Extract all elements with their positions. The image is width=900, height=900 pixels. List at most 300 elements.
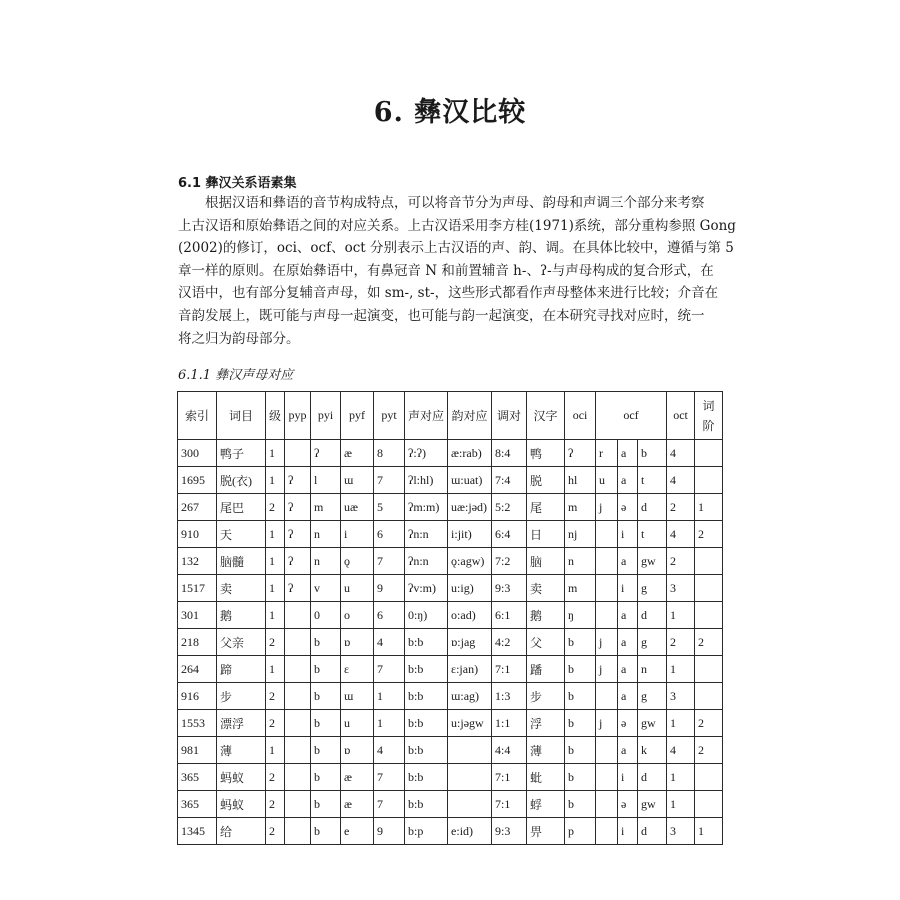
- table-cell: 2: [266, 818, 285, 845]
- table-cell: i: [618, 521, 638, 548]
- table-cell: [695, 575, 723, 602]
- table-cell: uæ: [341, 494, 374, 521]
- table-cell: [285, 656, 311, 683]
- table-cell: u: [341, 575, 374, 602]
- table-cell: 1: [667, 764, 695, 791]
- table-cell: b:b: [405, 764, 448, 791]
- subsection-heading: 6.1.1 彝汉声母对应: [178, 368, 294, 383]
- table-cell: ʔ: [285, 521, 311, 548]
- table-cell: 父亲: [217, 629, 266, 656]
- table-cell: b: [638, 440, 667, 467]
- table-row: [178, 440, 723, 467]
- table-cell: [695, 656, 723, 683]
- table-cell: 7:1: [492, 791, 527, 818]
- header-tone-corr: 调对: [492, 392, 527, 440]
- table-cell: b: [311, 656, 341, 683]
- header-oci: oci: [565, 392, 596, 440]
- table-cell: 264: [178, 656, 217, 683]
- table-cell: 4: [667, 521, 695, 548]
- table-row: [178, 494, 723, 521]
- table-cell: j: [596, 629, 618, 656]
- paragraph-line: 汉语中，也有部分复辅音声母，如 sm-, st-，这些形式都看作声母整体来进行比较；介音在: [178, 285, 719, 302]
- paragraph-line: 章一样的原则。在原始彝语中，有鼻冠音 N 和前置辅音 h-、ʔ-与声母构成的复合形式，在: [178, 262, 714, 279]
- table-cell: b: [565, 737, 596, 764]
- table-cell: u: [341, 710, 374, 737]
- table-cell: 9: [374, 575, 405, 602]
- table-row: [178, 656, 723, 683]
- table-cell: [596, 548, 618, 575]
- table-cell: 4:4: [492, 737, 527, 764]
- table-cell: ɯ:ag): [448, 683, 492, 710]
- table-cell: ʔ:ʔ): [405, 440, 448, 467]
- header-pyp: pyp: [285, 392, 311, 440]
- table-cell: 9:3: [492, 818, 527, 845]
- table-cell: [695, 683, 723, 710]
- table-cell: [695, 440, 723, 467]
- table-cell: j: [596, 656, 618, 683]
- table-cell: hl: [565, 467, 596, 494]
- table-cell: e:id): [448, 818, 492, 845]
- correspondence-table: [177, 391, 723, 845]
- table-cell: 1: [266, 467, 285, 494]
- table-cell: 132: [178, 548, 217, 575]
- table-cell: 1: [374, 710, 405, 737]
- table-cell: æ: [341, 791, 374, 818]
- table-cell: 1345: [178, 818, 217, 845]
- table-cell: b: [565, 764, 596, 791]
- table-cell: nj: [565, 521, 596, 548]
- table-cell: 981: [178, 737, 217, 764]
- table-cell: 6:4: [492, 521, 527, 548]
- table-cell: u:jəgw: [448, 710, 492, 737]
- table-cell: 卖: [217, 575, 266, 602]
- table-cell: 步: [527, 683, 565, 710]
- table-cell: a: [618, 656, 638, 683]
- table-cell: 365: [178, 764, 217, 791]
- header-pyt: pyt: [374, 392, 405, 440]
- table-cell: ʔn:n: [405, 521, 448, 548]
- table-cell: 1: [266, 737, 285, 764]
- table-cell: [596, 521, 618, 548]
- table-cell: 7: [374, 467, 405, 494]
- table-cell: 2: [266, 710, 285, 737]
- table-cell: ʔ: [285, 575, 311, 602]
- table-cell: 9:3: [492, 575, 527, 602]
- table-cell: ʔ: [311, 440, 341, 467]
- table-cell: 2: [695, 629, 723, 656]
- table-cell: 7: [374, 656, 405, 683]
- table-cell: l: [311, 467, 341, 494]
- table-cell: b: [311, 683, 341, 710]
- table-cell: 6: [374, 521, 405, 548]
- table-cell: [285, 440, 311, 467]
- table-cell: a: [618, 683, 638, 710]
- table-cell: 薄: [217, 737, 266, 764]
- table-cell: 蚂蚁: [217, 764, 266, 791]
- table-cell: gw: [638, 548, 667, 575]
- header-initial-corr: 声对应: [405, 392, 448, 440]
- table-cell: b:b: [405, 683, 448, 710]
- table-cell: [596, 575, 618, 602]
- table-cell: ɒ: [341, 629, 374, 656]
- table-cell: 7: [374, 791, 405, 818]
- table-cell: æ:rab): [448, 440, 492, 467]
- table-cell: a: [618, 602, 638, 629]
- table-row: [178, 791, 723, 818]
- table-cell: 8: [374, 440, 405, 467]
- table-cell: æ: [341, 764, 374, 791]
- table-cell: ɒ:jag: [448, 629, 492, 656]
- table-cell: ə: [618, 494, 638, 521]
- table-cell: u:ig): [448, 575, 492, 602]
- table-cell: m: [565, 494, 596, 521]
- table-row: [178, 629, 723, 656]
- table-row: [178, 764, 723, 791]
- table-cell: i:jit): [448, 521, 492, 548]
- header-pyf: pyf: [341, 392, 374, 440]
- table-cell: 尾巴: [217, 494, 266, 521]
- table-cell: b:p: [405, 818, 448, 845]
- header-level: 级: [266, 392, 285, 440]
- table-cell: uæ:jəd): [448, 494, 492, 521]
- table-cell: 4: [667, 737, 695, 764]
- table-cell: 薄: [527, 737, 565, 764]
- table-row: [178, 737, 723, 764]
- paragraph-line: 根据汉语和彝语的音节构成特点，可以将音节分为声母、韵母和声调三个部分来考察: [205, 195, 705, 211]
- table-cell: 9: [374, 818, 405, 845]
- table-cell: [285, 629, 311, 656]
- table-row: [178, 710, 723, 737]
- paragraph-line: (2002)的修订，oci、ocf、oct 分别表示上古汉语的声、韵、调。在具体比较中，遵循与第 5: [178, 240, 734, 257]
- table-cell: 2: [266, 629, 285, 656]
- table-cell: 脑髓: [217, 548, 266, 575]
- table-cell: 畀: [527, 818, 565, 845]
- table-cell: 天: [217, 521, 266, 548]
- table-cell: [695, 467, 723, 494]
- table-cell: [285, 683, 311, 710]
- table-cell: 2: [695, 737, 723, 764]
- table-cell: 漂浮: [217, 710, 266, 737]
- table-cell: 鸭子: [217, 440, 266, 467]
- header-pyi: pyi: [311, 392, 341, 440]
- table-cell: 7: [374, 548, 405, 575]
- table-cell: 蚂蚁: [217, 791, 266, 818]
- table-cell: b: [311, 629, 341, 656]
- table-cell: 5:2: [492, 494, 527, 521]
- table-cell: 2: [667, 494, 695, 521]
- table-cell: 300: [178, 440, 217, 467]
- table-row: [178, 521, 723, 548]
- table-cell: o:ad): [448, 602, 492, 629]
- table-cell: [695, 548, 723, 575]
- table-cell: 4: [667, 467, 695, 494]
- table-cell: [695, 764, 723, 791]
- table-cell: ʔ: [285, 548, 311, 575]
- table-cell: 365: [178, 791, 217, 818]
- table-cell: d: [638, 494, 667, 521]
- table-cell: ə: [618, 710, 638, 737]
- table-cell: 3: [667, 818, 695, 845]
- header-final-corr: 韵对应: [448, 392, 492, 440]
- table-cell: [596, 683, 618, 710]
- table-cell: b:b: [405, 791, 448, 818]
- table-cell: 6: [374, 602, 405, 629]
- table-cell: 1:3: [492, 683, 527, 710]
- table-cell: 2: [266, 683, 285, 710]
- table-cell: [285, 710, 311, 737]
- table-cell: 2: [667, 548, 695, 575]
- table-cell: [285, 737, 311, 764]
- table-cell: 尾: [527, 494, 565, 521]
- body-paragraph: [178, 192, 736, 350]
- table-cell: a: [618, 737, 638, 764]
- section-heading: 6.1 彝汉关系语素集: [178, 176, 297, 191]
- table-cell: 蚍: [527, 764, 565, 791]
- table-cell: 4: [374, 629, 405, 656]
- table-cell: d: [638, 764, 667, 791]
- table-cell: i: [618, 818, 638, 845]
- table-cell: 1553: [178, 710, 217, 737]
- table-cell: [596, 791, 618, 818]
- table-cell: r: [596, 440, 618, 467]
- table-cell: 4: [667, 440, 695, 467]
- table-cell: 1517: [178, 575, 217, 602]
- table-cell: 7:4: [492, 467, 527, 494]
- table-cell: 4: [374, 737, 405, 764]
- table-cell: u: [596, 467, 618, 494]
- table-cell: 1: [266, 548, 285, 575]
- table-cell: [448, 737, 492, 764]
- table-cell: gw: [638, 791, 667, 818]
- header-word-rank: [695, 392, 723, 440]
- table-cell: 2: [266, 764, 285, 791]
- table-cell: b: [311, 818, 341, 845]
- table-cell: 1: [266, 575, 285, 602]
- table-cell: 2: [266, 494, 285, 521]
- table-cell: ɯ: [341, 683, 374, 710]
- table-cell: 1: [266, 602, 285, 629]
- table-row: [178, 575, 723, 602]
- table-cell: ɛ:jan): [448, 656, 492, 683]
- table-cell: 1: [266, 656, 285, 683]
- table-cell: b: [565, 683, 596, 710]
- table-cell: d: [638, 602, 667, 629]
- table-cell: n: [565, 548, 596, 575]
- table-cell: 2: [695, 521, 723, 548]
- table-cell: 6:1: [492, 602, 527, 629]
- table-cell: ǫ: [341, 548, 374, 575]
- table-cell: a: [618, 629, 638, 656]
- table-cell: g: [638, 575, 667, 602]
- table-cell: [448, 764, 492, 791]
- table-cell: [695, 602, 723, 629]
- table-cell: 5: [374, 494, 405, 521]
- table-row: [178, 818, 723, 845]
- table-cell: [448, 791, 492, 818]
- table-cell: a: [618, 467, 638, 494]
- header-word-rank-top: 词: [702, 398, 715, 413]
- table-cell: a: [618, 548, 638, 575]
- table-cell: a: [618, 440, 638, 467]
- table-cell: ɒ: [341, 737, 374, 764]
- table-cell: b:b: [405, 737, 448, 764]
- table-cell: 1: [667, 791, 695, 818]
- table-cell: 脱: [527, 467, 565, 494]
- table-cell: 7:1: [492, 656, 527, 683]
- table-cell: g: [638, 683, 667, 710]
- table-cell: 父: [527, 629, 565, 656]
- table-cell: b: [565, 656, 596, 683]
- table-cell: ʔn:n: [405, 548, 448, 575]
- table-cell: i: [618, 764, 638, 791]
- table-cell: 鸭: [527, 440, 565, 467]
- table-cell: t: [638, 521, 667, 548]
- table-row: [178, 467, 723, 494]
- table-cell: ʔ: [285, 467, 311, 494]
- table-cell: ɛ: [341, 656, 374, 683]
- table-row: [178, 683, 723, 710]
- table-cell: n: [638, 656, 667, 683]
- table-row: [178, 548, 723, 575]
- table-cell: n: [311, 548, 341, 575]
- table-cell: 卖: [527, 575, 565, 602]
- table-cell: b:b: [405, 656, 448, 683]
- table-cell: 7: [374, 764, 405, 791]
- table-cell: 7:1: [492, 764, 527, 791]
- header-word-rank-bottom: 阶: [702, 418, 715, 433]
- table-cell: p: [565, 818, 596, 845]
- table-cell: [596, 764, 618, 791]
- table-cell: 脑: [527, 548, 565, 575]
- table-cell: b: [311, 737, 341, 764]
- paragraph-line: 音韵发展上，既可能与声母一起演变，也可能与韵一起演变，在本研究寻找对应时，统一: [178, 307, 705, 324]
- table-cell: 910: [178, 521, 217, 548]
- table-row: [178, 602, 723, 629]
- table-cell: b: [565, 791, 596, 818]
- header-index: 索引: [178, 392, 217, 440]
- table-cell: 鹅: [527, 602, 565, 629]
- table-cell: ɯ:uat): [448, 467, 492, 494]
- table-cell: 蜉: [527, 791, 565, 818]
- table-cell: [596, 602, 618, 629]
- table-cell: 1: [266, 521, 285, 548]
- table-cell: 蹄: [217, 656, 266, 683]
- table-cell: 1:1: [492, 710, 527, 737]
- table-cell: b: [311, 764, 341, 791]
- table-cell: 1: [695, 494, 723, 521]
- table-cell: 3: [667, 575, 695, 602]
- table-cell: ǫ:agw): [448, 548, 492, 575]
- table-cell: 4:2: [492, 629, 527, 656]
- paragraph-line: 上古汉语和原始彝语之间的对应关系。上古汉语采用李方桂(1971)系统，部分重构参照 Gong: [178, 217, 736, 234]
- table-cell: 301: [178, 602, 217, 629]
- table-cell: [285, 602, 311, 629]
- table-cell: 鹅: [217, 602, 266, 629]
- table-cell: i: [618, 575, 638, 602]
- table-cell: ə: [618, 791, 638, 818]
- paragraph-line: 将之归为韵母部分。: [178, 330, 300, 347]
- table-cell: m: [565, 575, 596, 602]
- table-cell: 1: [667, 602, 695, 629]
- table-header-row: [178, 392, 723, 440]
- table-cell: 0: [311, 602, 341, 629]
- table-cell: [695, 791, 723, 818]
- table-cell: m: [311, 494, 341, 521]
- table-cell: 日: [527, 521, 565, 548]
- table-cell: 1: [695, 818, 723, 845]
- table-cell: [596, 737, 618, 764]
- table-cell: i: [341, 521, 374, 548]
- table-cell: 218: [178, 629, 217, 656]
- table-cell: 2: [667, 629, 695, 656]
- table-cell: ɯ: [341, 467, 374, 494]
- table-cell: o: [341, 602, 374, 629]
- table-cell: d: [638, 818, 667, 845]
- table-cell: e: [341, 818, 374, 845]
- table-cell: j: [596, 494, 618, 521]
- table-body: [178, 440, 723, 845]
- table-cell: ʔl:hl): [405, 467, 448, 494]
- table-cell: [596, 818, 618, 845]
- table-cell: 1: [667, 710, 695, 737]
- table-cell: 1: [374, 683, 405, 710]
- table-cell: 8:4: [492, 440, 527, 467]
- table-cell: b: [565, 710, 596, 737]
- table-cell: 2: [266, 791, 285, 818]
- table-cell: ʔ: [565, 440, 596, 467]
- table-cell: v: [311, 575, 341, 602]
- header-oct: oct: [667, 392, 695, 440]
- table-cell: 267: [178, 494, 217, 521]
- header-ocf: ocf: [596, 392, 667, 440]
- table-cell: ʔm:m): [405, 494, 448, 521]
- table-cell: b:b: [405, 710, 448, 737]
- table-cell: 蹯: [527, 656, 565, 683]
- table-cell: g: [638, 629, 667, 656]
- table-cell: 脱(衣): [217, 467, 266, 494]
- header-hanzi: 汉字: [527, 392, 565, 440]
- table-cell: b: [311, 710, 341, 737]
- table-cell: 1695: [178, 467, 217, 494]
- table-cell: 3: [667, 683, 695, 710]
- table-cell: ʔv:m): [405, 575, 448, 602]
- table-cell: b: [311, 791, 341, 818]
- table-cell: 2: [695, 710, 723, 737]
- table-cell: 1: [667, 656, 695, 683]
- chapter-title: 6. 彝汉比较: [373, 97, 527, 128]
- table-cell: b:b: [405, 629, 448, 656]
- table-cell: 0:ŋ): [405, 602, 448, 629]
- table-cell: ŋ: [565, 602, 596, 629]
- table-cell: 给: [217, 818, 266, 845]
- table-cell: æ: [341, 440, 374, 467]
- table-cell: ʔ: [285, 494, 311, 521]
- table-cell: b: [565, 629, 596, 656]
- table-cell: k: [638, 737, 667, 764]
- table-cell: [285, 818, 311, 845]
- table-cell: t: [638, 467, 667, 494]
- table-cell: n: [311, 521, 341, 548]
- table-cell: j: [596, 710, 618, 737]
- table-cell: [285, 764, 311, 791]
- table-cell: 7:2: [492, 548, 527, 575]
- table-cell: 浮: [527, 710, 565, 737]
- table-cell: 步: [217, 683, 266, 710]
- table-cell: gw: [638, 710, 667, 737]
- table-cell: 1: [266, 440, 285, 467]
- table-cell: 916: [178, 683, 217, 710]
- header-entry: 词目: [217, 392, 266, 440]
